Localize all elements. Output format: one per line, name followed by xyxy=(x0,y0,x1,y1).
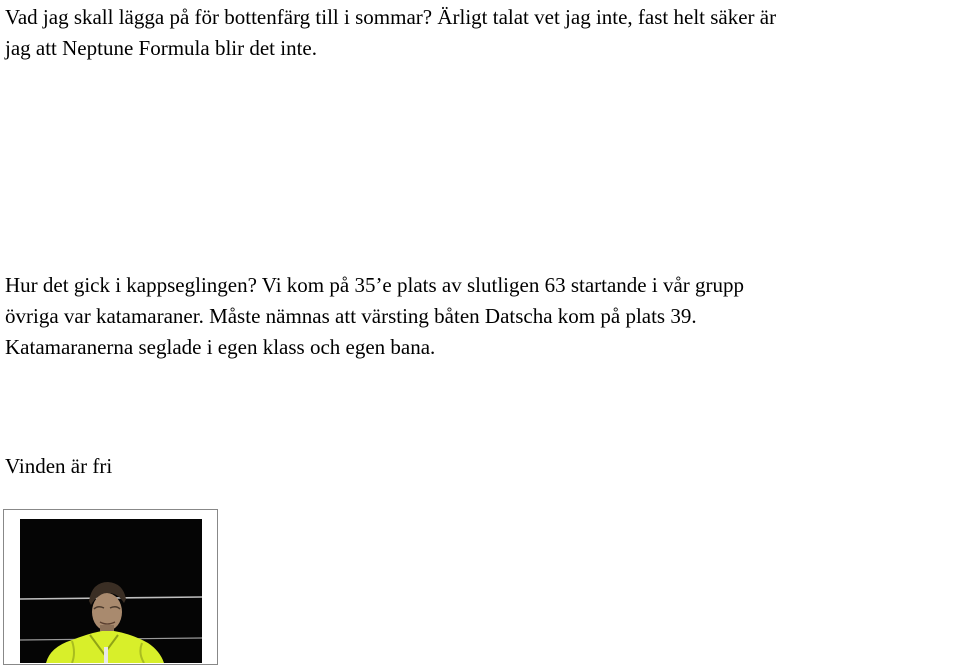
photo-frame xyxy=(3,509,218,665)
paragraph-bottom-paint xyxy=(5,2,776,64)
paragraph-wind xyxy=(5,451,112,482)
paragraph-line: övriga var katamaraner. Måste nämnas att värsting båten Datscha kom på plats 39. xyxy=(5,304,697,328)
paragraph-line: jag att Neptune Formula blir det inte. xyxy=(5,36,318,60)
sailor-night-photo xyxy=(20,519,202,663)
paragraph-line: Hur det gick i kappseglingen? Vi kom på 35’e plats av slutligen 63 startande i vår grupp xyxy=(5,273,745,297)
photo-illustration xyxy=(20,519,202,663)
paragraph-line: Vinden är fri xyxy=(5,454,113,478)
paragraph-line: Katamaranerna seglade i egen klass och egen bana. xyxy=(5,335,436,359)
paragraph-race-result xyxy=(5,270,744,363)
paragraph-line: Vad jag skall lägga på för bottenfärg till i sommar? Ärligt talat vet jag inte, fast helt säker är xyxy=(5,5,777,29)
